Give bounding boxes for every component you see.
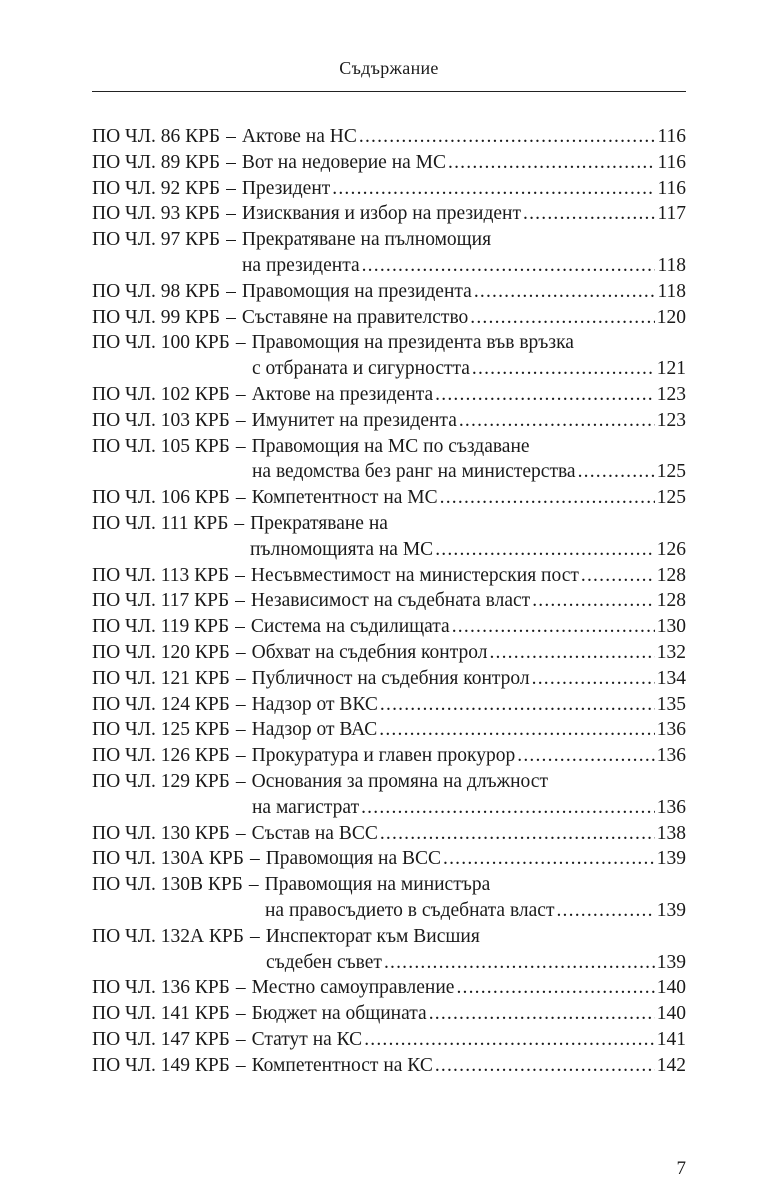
toc-entry-page: 125 — [656, 461, 686, 483]
toc-dot-leader — [433, 537, 655, 563]
toc-entry-title: Президент — [241, 177, 331, 199]
toc-entry-page: 120 — [656, 306, 686, 328]
toc-entry-title: Правомощия на МС по създаване — [251, 435, 530, 457]
toc-dot-leader — [330, 176, 655, 202]
toc-dot-leader — [468, 305, 654, 331]
toc-entry — [92, 1001, 686, 1027]
toc-entry-page: 135 — [656, 693, 686, 715]
toc-entry-dash: – — [235, 770, 246, 792]
toc-entry-title: Прокуратура и главен прокурор — [251, 745, 516, 767]
toc-entry-page: 128 — [656, 590, 686, 612]
toc-entry-citation: ПО ЧЛ. 130А КРБ — [92, 848, 244, 870]
toc-entry-citation: ПО ЧЛ. 121 КРБ — [92, 667, 230, 689]
toc-entry — [92, 846, 686, 872]
toc-entry-dash: – — [235, 641, 246, 663]
toc-entry-title: Надзор от ВКС — [251, 693, 378, 715]
toc-entry-page: 118 — [657, 254, 686, 276]
toc-entry-dash: – — [226, 203, 236, 225]
toc-entry — [92, 614, 686, 640]
toc-entry-dash: – — [226, 126, 236, 147]
toc-entry-page: 139 — [656, 899, 686, 921]
toc-entry-page: 140 — [656, 977, 686, 999]
toc-entry — [92, 872, 686, 898]
toc-entry-citation: ПО ЧЛ. 102 КРБ — [92, 383, 230, 405]
toc-entry-page: 139 — [656, 951, 686, 973]
toc-entry — [92, 150, 686, 176]
toc-entry-title: Бюджет на общината — [251, 1003, 427, 1025]
toc-entry-title: Съставяне на правителство — [241, 306, 469, 328]
toc-entry-page: 132 — [656, 641, 686, 663]
toc-entry-dash: – — [235, 667, 246, 689]
toc-entry-page: 138 — [656, 822, 686, 844]
toc-entry-dash: – — [249, 848, 260, 870]
toc-entry-citation: ПО ЧЛ. 126 КРБ — [92, 745, 230, 767]
toc-entry — [92, 717, 686, 743]
toc-entry-dash: – — [249, 925, 260, 947]
toc-dot-leader — [377, 717, 654, 743]
toc-entry-citation: ПО ЧЛ. 93 КРБ — [92, 203, 221, 225]
toc-entry-continuation — [92, 459, 686, 485]
toc-entry-citation: ПО ЧЛ. 130 КРБ — [92, 822, 230, 844]
toc-entry-continuation — [92, 898, 686, 924]
toc-entry-title: Местно самоуправление — [251, 977, 455, 999]
toc-entry-page: 116 — [657, 126, 686, 147]
toc-entry-title: Актове на президента — [251, 383, 434, 405]
toc-entry — [92, 666, 686, 692]
toc-entry — [92, 769, 686, 795]
toc-dot-leader — [470, 356, 655, 382]
toc-entry-continuation — [92, 356, 686, 382]
toc-entry-dash: – — [235, 332, 246, 354]
toc-entry-dash: – — [235, 409, 246, 431]
toc-entry-dash: – — [235, 1028, 246, 1050]
toc-entry-title: Инспекторат към Висшия — [265, 925, 480, 947]
toc-entry — [92, 124, 686, 150]
toc-entry — [92, 924, 686, 950]
toc-entry-continuation — [92, 950, 686, 976]
toc-entry-page: 116 — [657, 151, 686, 173]
toc-dot-leader — [576, 459, 655, 485]
toc-entry-citation: ПО ЧЛ. 103 КРБ — [92, 409, 230, 431]
toc-entry-citation: ПО ЧЛ. 132А КРБ — [92, 925, 244, 947]
toc-entry-dash: – — [235, 745, 246, 767]
toc-entry-dash: – — [235, 564, 245, 586]
toc-entry-title: Правомощия на министъра — [264, 874, 491, 896]
toc-entry-title: Надзор от ВАС — [251, 719, 378, 741]
toc-entry — [92, 279, 686, 305]
toc-entry-title: Прекратяване на — [250, 512, 388, 534]
toc-entry-title: Изисквания и избор на президент — [241, 203, 522, 225]
toc-entry-page: 128 — [656, 564, 686, 586]
toc-dot-leader — [357, 124, 656, 150]
toc-dot-leader — [530, 666, 655, 692]
toc-entry-continuation — [92, 795, 686, 821]
toc-entry — [92, 511, 686, 537]
toc-entry-citation: ПО ЧЛ. 86 КРБ — [92, 126, 221, 147]
toc-entry-dash: – — [235, 1003, 246, 1025]
toc-entry — [92, 563, 686, 589]
toc-entry-citation: ПО ЧЛ. 100 КРБ — [92, 332, 230, 354]
toc-entry-dash: – — [235, 977, 246, 999]
toc-entry-title: Прекратяване на пълномощия — [241, 229, 492, 251]
toc-entry-citation: ПО ЧЛ. 97 КРБ — [92, 229, 221, 251]
toc-entry-title: Система на съдилищата — [250, 616, 450, 638]
toc-entry-title: Независимост на съдебната власт — [250, 590, 531, 612]
toc-dot-leader — [515, 743, 655, 769]
toc-entry-page: 121 — [656, 358, 686, 380]
toc-entry-page: 123 — [656, 383, 686, 405]
toc-entry-citation: ПО ЧЛ. 124 КРБ — [92, 693, 230, 715]
toc-dot-leader — [362, 1027, 655, 1053]
toc-entry — [92, 330, 686, 356]
toc-entry-title-continued: на правосъдието в съдебната власт — [265, 899, 555, 921]
toc-entry-dash: – — [235, 822, 246, 844]
toc-dot-leader — [579, 563, 655, 589]
toc-entry-title: Компетентност на КС — [251, 1054, 433, 1076]
toc-entry-title-continued: на магистрат — [252, 796, 360, 818]
toc-entry-title-continued: на президента — [242, 254, 360, 276]
toc-entry-citation: ПО ЧЛ. 125 КРБ — [92, 719, 230, 741]
toc-entry-title: Несъвместимост на министерския пост — [250, 564, 579, 586]
toc-dot-leader — [441, 846, 655, 872]
toc-entry — [92, 640, 686, 666]
toc-entry-dash: – — [235, 487, 246, 509]
toc-entry-citation: ПО ЧЛ. 106 КРБ — [92, 487, 230, 509]
toc-dot-leader — [359, 795, 655, 821]
toc-entry-dash: – — [235, 435, 246, 457]
toc-entry-dash: – — [235, 693, 246, 715]
toc-entry — [92, 1053, 686, 1079]
toc-entry-page: 134 — [656, 667, 686, 689]
toc-entry-page: 139 — [656, 848, 686, 870]
toc-entry — [92, 1027, 686, 1053]
toc-entry-title: Обхват на съдебния контрол — [251, 641, 488, 663]
toc-entry-citation: ПО ЧЛ. 119 КРБ — [92, 616, 230, 638]
toc-entry — [92, 227, 686, 253]
toc-dot-leader — [433, 1053, 655, 1079]
toc-entry-dash: – — [248, 874, 259, 896]
toc-dot-leader — [378, 821, 655, 847]
toc-entry — [92, 975, 686, 1001]
toc-entry-dash: – — [235, 590, 245, 612]
toc-entry-title: Състав на ВСС — [251, 822, 378, 844]
toc-dot-leader — [450, 614, 655, 640]
toc-dot-leader — [427, 1001, 655, 1027]
toc-entry — [92, 434, 686, 460]
toc-entry-title-continued: с отбраната и сигурността — [252, 358, 470, 380]
toc-entry-dash: – — [226, 151, 236, 173]
toc-dot-leader — [530, 588, 655, 614]
toc-entry-page: 126 — [656, 538, 686, 560]
toc-entry-citation: ПО ЧЛ. 105 КРБ — [92, 435, 230, 457]
toc-entry-title-continued: на ведомства без ранг на министерства — [252, 461, 576, 483]
toc-dot-leader — [360, 253, 656, 279]
toc-dot-leader — [378, 692, 655, 718]
toc-entry-citation: ПО ЧЛ. 147 КРБ — [92, 1028, 230, 1050]
toc-dot-leader — [554, 898, 654, 924]
toc-dot-leader — [457, 408, 655, 434]
toc-entry-page: 136 — [656, 719, 686, 741]
toc-entry — [92, 382, 686, 408]
toc-entry-dash: – — [226, 229, 236, 251]
toc-entry-title: Вот на недоверие на МС — [241, 151, 447, 173]
toc-entry-dash: – — [226, 280, 236, 302]
toc-entry-dash: – — [226, 306, 236, 328]
table-of-contents — [92, 124, 686, 1078]
toc-entry-citation: ПО ЧЛ. 129 КРБ — [92, 770, 230, 792]
toc-entry-title: Актове на НС — [241, 126, 357, 147]
toc-entry-citation: ПО ЧЛ. 89 КРБ — [92, 151, 221, 173]
toc-entry-title: Публичност на съдебния контрол — [251, 667, 530, 689]
toc-entry-citation: ПО ЧЛ. 120 КРБ — [92, 641, 230, 663]
toc-entry-citation: ПО ЧЛ. 117 КРБ — [92, 590, 230, 612]
toc-dot-leader — [382, 950, 655, 976]
running-head: Съдържание — [339, 58, 439, 78]
toc-entry-title: Компетентност на МС — [251, 487, 438, 509]
toc-entry — [92, 692, 686, 718]
toc-entry-continuation — [92, 253, 686, 279]
toc-entry-citation: ПО ЧЛ. 113 КРБ — [92, 564, 230, 586]
toc-entry-page: 125 — [656, 487, 686, 509]
toc-entry — [92, 201, 686, 227]
toc-entry-dash: – — [235, 719, 246, 741]
toc-entry-title: Правомощия на президента — [241, 280, 472, 302]
toc-entry-page: 130 — [656, 616, 686, 638]
toc-entry-dash: – — [234, 512, 245, 534]
toc-entry-page: 136 — [656, 796, 686, 818]
toc-dot-leader — [438, 485, 655, 511]
toc-entry — [92, 485, 686, 511]
toc-entry — [92, 408, 686, 434]
toc-entry-page: 141 — [656, 1028, 686, 1050]
toc-entry-page: 142 — [656, 1054, 686, 1076]
toc-entry-dash: – — [226, 177, 236, 199]
toc-entry-title: Правомощия на ВСС — [265, 848, 442, 870]
toc-entry-dash: – — [235, 383, 246, 405]
toc-entry-citation: ПО ЧЛ. 130В КРБ — [92, 874, 243, 896]
toc-entry-citation: ПО ЧЛ. 99 КРБ — [92, 306, 221, 328]
toc-entry-continuation — [92, 537, 686, 563]
toc-entry-citation: ПО ЧЛ. 92 КРБ — [92, 177, 221, 199]
toc-entry-citation: ПО ЧЛ. 149 КРБ — [92, 1054, 230, 1076]
toc-entry-page: 117 — [657, 203, 686, 225]
toc-entry-citation: ПО ЧЛ. 111 КРБ — [92, 512, 229, 534]
toc-dot-leader — [454, 975, 654, 1001]
toc-entry-title: Основания за промяна на длъжност — [251, 770, 548, 792]
toc-entry-page: 116 — [657, 177, 686, 199]
toc-entry-title-continued: съдебен съвет — [266, 951, 382, 973]
toc-entry — [92, 588, 686, 614]
toc-entry-title: Статут на КС — [251, 1028, 363, 1050]
toc-entry-citation: ПО ЧЛ. 136 КРБ — [92, 977, 230, 999]
toc-dot-leader — [521, 201, 655, 227]
toc-dot-leader — [472, 279, 656, 305]
toc-entry-page: 123 — [656, 409, 686, 431]
toc-dot-leader — [446, 150, 655, 176]
toc-entry-title: Имунитет на президента — [251, 409, 457, 431]
toc-entry-dash: – — [235, 1054, 246, 1076]
toc-entry-dash: – — [235, 616, 245, 638]
toc-entry-citation: ПО ЧЛ. 141 КРБ — [92, 1003, 230, 1025]
toc-entry — [92, 176, 686, 202]
toc-dot-leader — [433, 382, 655, 408]
page-number: 7 — [676, 1158, 686, 1179]
toc-entry-page: 118 — [657, 280, 686, 302]
toc-entry — [92, 821, 686, 847]
toc-entry-title-continued: пълномощията на МС — [250, 538, 434, 560]
toc-entry-page: 140 — [656, 1003, 686, 1025]
toc-entry-citation: ПО ЧЛ. 98 КРБ — [92, 280, 221, 302]
toc-entry-page: 136 — [656, 745, 686, 767]
toc-dot-leader — [487, 640, 654, 666]
toc-entry — [92, 305, 686, 331]
toc-entry-title: Правомощия на президента във връзка — [251, 332, 574, 354]
header-rule — [92, 91, 686, 92]
toc-entry — [92, 743, 686, 769]
